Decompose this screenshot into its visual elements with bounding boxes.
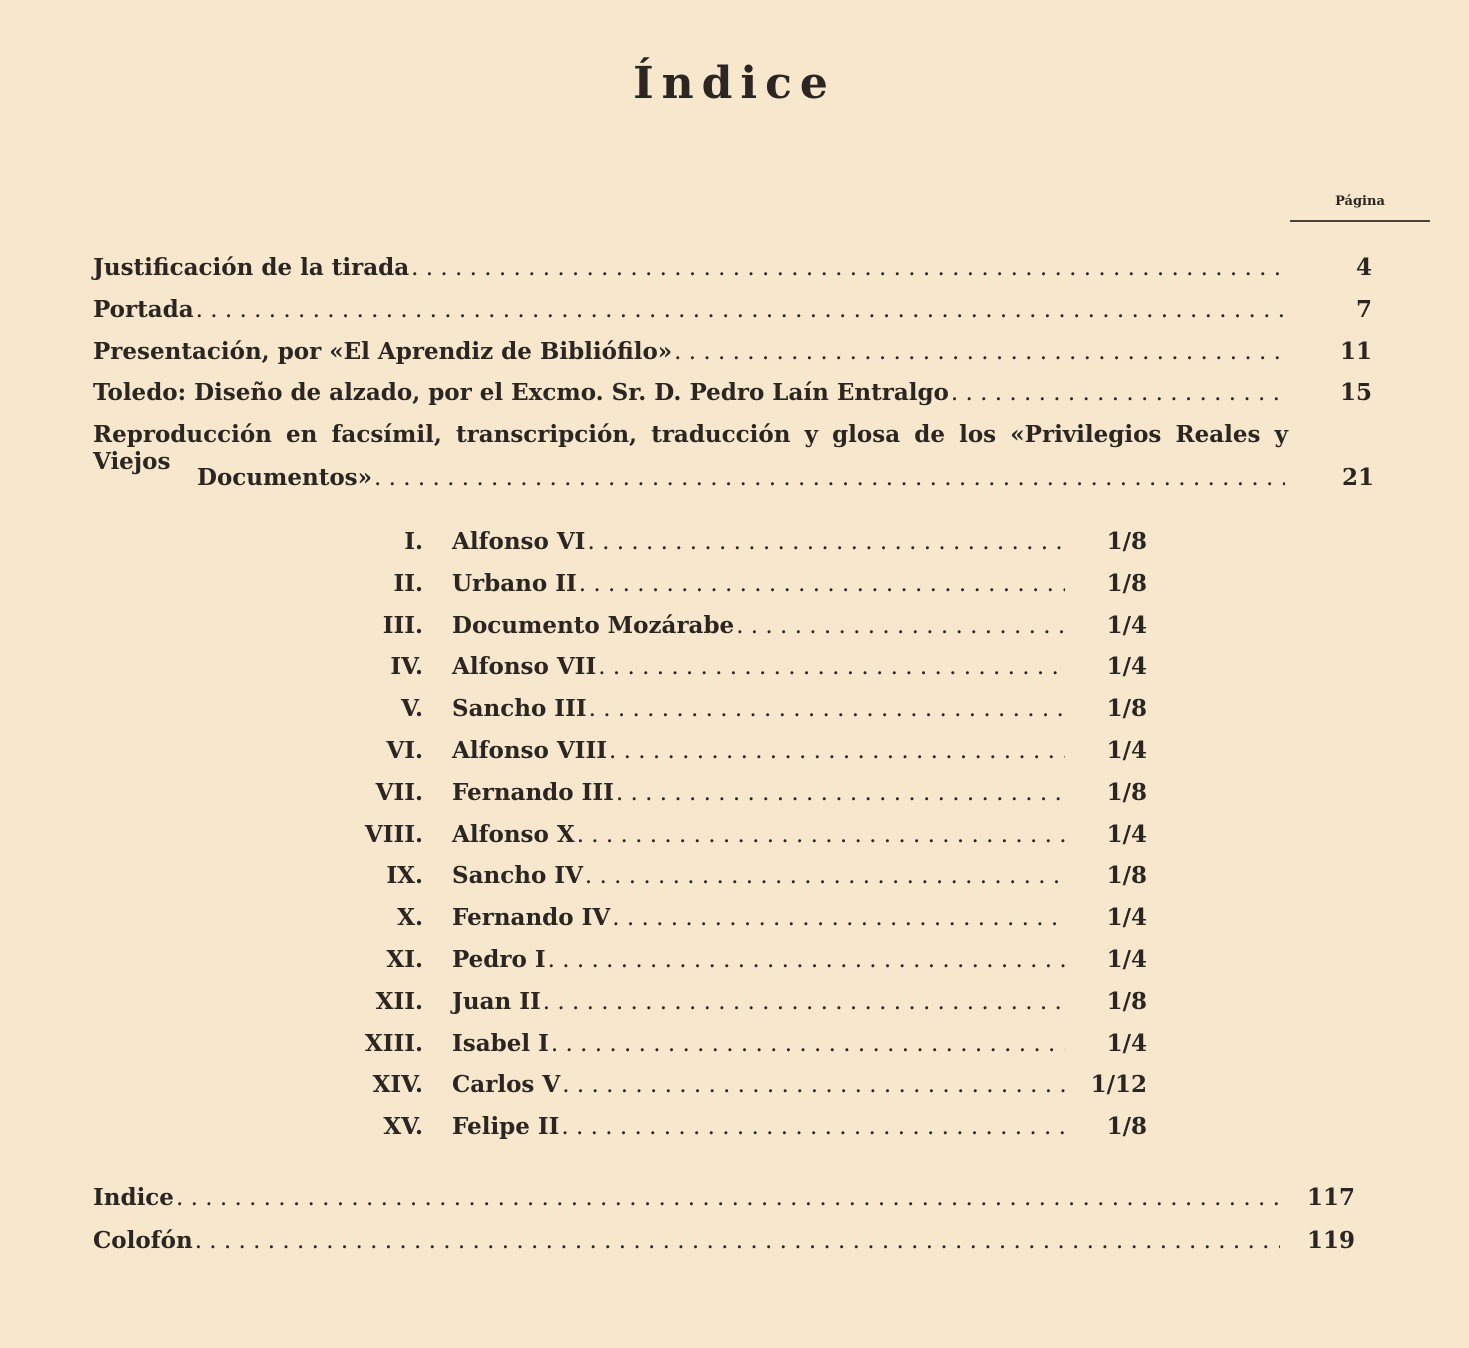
dot-leader [543, 989, 1065, 1015]
document-numeral: II. [393, 569, 423, 597]
dot-leader [674, 339, 1285, 365]
page-number: 1/12 [1090, 1071, 1147, 1099]
page-number: 21 [1341, 464, 1374, 491]
page-number: 1/8 [1106, 778, 1147, 806]
entry-label: Juan II [452, 987, 541, 1015]
page-number: 1/4 [1106, 1029, 1147, 1057]
page-number: 7 [1355, 296, 1372, 323]
page-number: 11 [1339, 338, 1372, 365]
dot-leader [585, 863, 1065, 889]
toc-entry [93, 1227, 1280, 1259]
entry-label: Felipe II [452, 1113, 560, 1141]
entry-label: Pedro I [452, 946, 546, 973]
page-number: 1/4 [1106, 611, 1147, 639]
document-entry [452, 946, 1065, 978]
document-entry [452, 988, 1065, 1020]
document-entry [452, 653, 1065, 685]
page-number: 1/4 [1106, 737, 1147, 764]
dot-leader [612, 905, 1065, 931]
dot-leader [195, 1228, 1280, 1254]
page-number: 1/8 [1106, 1113, 1147, 1141]
page-number: 4 [1355, 254, 1372, 281]
toc-entry [93, 296, 1285, 328]
toc-entry [93, 1184, 1280, 1216]
page-number: 1/4 [1106, 653, 1147, 681]
toc-entry [93, 379, 1285, 411]
entry-label: Isabel I [452, 1029, 549, 1057]
entry-label: Portada [93, 296, 194, 323]
document-entry [452, 1071, 1065, 1103]
entry-label: Alfonso VIII [452, 737, 607, 764]
document-numeral: III. [382, 611, 423, 639]
document-entry [452, 570, 1065, 602]
entry-label: Sancho III [452, 695, 587, 723]
entry-label-line1: Reproducción en facsímil, transcripción, traducción y glosa de los «Privilegios Reales y Viejos [93, 421, 1288, 475]
page-number: 15 [1339, 379, 1372, 406]
page-number: 1/4 [1106, 904, 1147, 932]
document-numeral: XIV. [372, 1071, 423, 1099]
toc-entry [93, 338, 1285, 370]
document-entry [452, 1113, 1065, 1145]
document-numeral: VI. [386, 737, 423, 764]
document-entry [452, 1030, 1065, 1062]
dot-leader [548, 947, 1065, 973]
document-numeral: XI. [386, 946, 423, 973]
entry-label: Sancho IV [452, 862, 583, 890]
page-number: 117 [1306, 1184, 1355, 1211]
entry-label: Toledo: Diseño de alzado, por el Excmo. Sr. D. Pedro Laín Entralgo [93, 379, 949, 406]
dot-leader [561, 1114, 1065, 1140]
document-numeral: IV. [390, 653, 423, 681]
dot-leader [609, 738, 1065, 764]
dot-leader [196, 297, 1285, 323]
document-entry [452, 904, 1065, 936]
entry-label: Alfonso VI [452, 528, 586, 555]
document-entry [452, 821, 1065, 853]
document-numeral: X. [397, 904, 423, 932]
entry-label: Urbano II [452, 569, 577, 597]
document-entry [452, 695, 1065, 727]
entry-label: Justificación de la tirada [93, 254, 410, 281]
document-entry [452, 779, 1065, 811]
page-number: 1/4 [1106, 820, 1147, 848]
document-entry [452, 862, 1065, 894]
dot-leader [589, 696, 1065, 722]
entry-label: Presentación, por «El Aprendiz de Bibliófilo» [93, 338, 673, 365]
document-numeral: V. [401, 695, 423, 723]
toc-entry [93, 254, 1285, 286]
dot-leader [562, 1072, 1065, 1098]
dot-leader [598, 654, 1065, 680]
dot-leader [551, 1031, 1065, 1057]
document-numeral: I. [404, 528, 423, 555]
page-title: Índice [633, 58, 836, 109]
document-numeral: XIII. [364, 1029, 423, 1057]
page-number: 1/4 [1106, 946, 1147, 973]
entry-label: Documentos» [197, 464, 372, 491]
page-number: 1/8 [1106, 528, 1147, 555]
dot-leader [736, 613, 1065, 639]
document-numeral: XV. [383, 1113, 423, 1141]
dot-leader [616, 780, 1065, 806]
dot-leader [587, 529, 1065, 555]
document-numeral: VII. [375, 778, 423, 806]
dot-leader [374, 465, 1285, 491]
dot-leader [579, 571, 1065, 597]
dot-leader [411, 255, 1285, 281]
entry-label: Fernando III [452, 778, 614, 806]
entry-label: Fernando IV [452, 904, 611, 932]
entry-label: Documento Mozárabe [452, 611, 735, 639]
header-rule [1290, 220, 1430, 222]
page-number: 1/8 [1106, 987, 1147, 1015]
entry-label: Colofón [93, 1227, 193, 1254]
page-number: 119 [1306, 1227, 1355, 1254]
document-entry [452, 737, 1065, 769]
document-entry [452, 528, 1065, 560]
document-entry [452, 612, 1065, 644]
entry-label: Alfonso X [452, 820, 575, 848]
dot-leader [577, 822, 1065, 848]
page-number: 1/8 [1106, 569, 1147, 597]
entry-label: Alfonso VII [452, 653, 597, 681]
entry-label: Indice [93, 1184, 174, 1211]
entry-label: Carlos V [452, 1071, 561, 1099]
page-number: 1/8 [1106, 862, 1147, 890]
document-numeral: IX. [386, 862, 423, 890]
dot-leader [951, 380, 1285, 406]
dot-leader [176, 1185, 1280, 1211]
toc-entry [197, 464, 1285, 496]
document-numeral: XII. [375, 987, 423, 1015]
document-numeral: VIII. [364, 820, 423, 848]
page-number: 1/8 [1106, 695, 1147, 723]
page-column-header: Página [1335, 194, 1385, 209]
